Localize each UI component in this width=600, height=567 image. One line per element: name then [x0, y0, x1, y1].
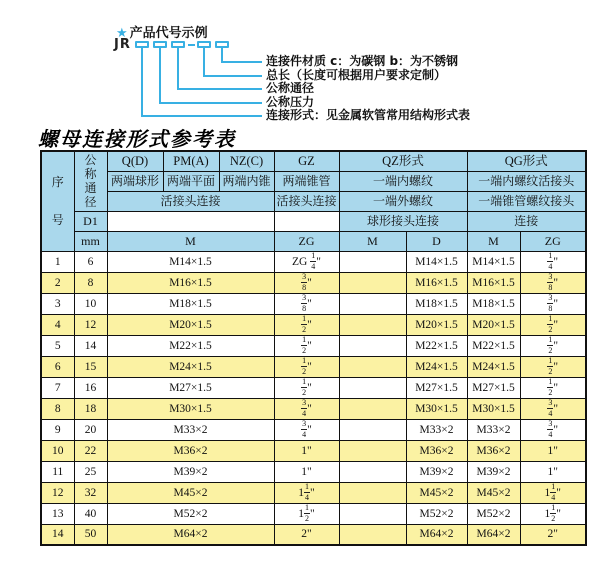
table-row — [41, 314, 586, 335]
cell-union-m: M20×1.5 — [107, 314, 274, 335]
cell-qg-zg: 1" — [520, 440, 586, 461]
table-row — [41, 251, 586, 272]
cell-gz-zg: 1 $\frac{1}{4}$ " — [274, 482, 339, 503]
cell-qz-m — [339, 272, 406, 293]
table-row — [41, 293, 586, 314]
cell-union-m: M33×2 — [107, 419, 274, 440]
table-row — [41, 461, 586, 482]
cell-union-m: M16×1.5 — [107, 272, 274, 293]
header-conn-qz: 一端外螺纹 — [339, 191, 467, 211]
cell-union-m: M27×1.5 — [107, 377, 274, 398]
cell-qz-d: M22×1.5 — [406, 335, 467, 356]
code-box-3 — [171, 41, 185, 48]
cell-union-m: M18×1.5 — [107, 293, 274, 314]
cell-qz-m — [339, 356, 406, 377]
header-unit-zg: ZG — [274, 231, 339, 251]
header-d1: D1 — [74, 211, 107, 231]
cell-gz-zg: $\frac{1}{2}$ " — [274, 314, 339, 335]
header-conn-gz: 活接头连接 — [274, 191, 339, 211]
table-row — [41, 482, 586, 503]
cell-serial: 4 — [41, 314, 74, 335]
code-box-1 — [135, 41, 149, 48]
code-box-2 — [153, 41, 167, 48]
cell-gz-zg: $\frac{1}{2}$ " — [274, 356, 339, 377]
cell-qg-m: M16×1.5 — [467, 272, 520, 293]
cell-qg-m: M18×1.5 — [467, 293, 520, 314]
cell-gz-zg: 1" — [274, 440, 339, 461]
cell-dn-mm: 20 — [74, 419, 107, 440]
cell-qz-m — [339, 482, 406, 503]
cell-union-m: M30×1.5 — [107, 398, 274, 419]
leader-line — [141, 115, 262, 117]
label-diameter: 公称通径 — [266, 81, 315, 95]
cell-qz-m — [339, 524, 406, 545]
cell-dn-mm: 40 — [74, 503, 107, 524]
product-code-heading-text: 产品代号示例 — [129, 26, 208, 41]
header-type-q: 两端球形 — [107, 171, 163, 191]
cell-qg-zg: $\frac{1}{2}$ " — [520, 377, 586, 398]
header-conn2-qz: 球形接头连接 — [339, 211, 467, 231]
cell-dn-mm: 50 — [74, 524, 107, 545]
cell-union-m: M36×2 — [107, 440, 274, 461]
cell-union-m: M52×2 — [107, 503, 274, 524]
cell-qg-m: M27×1.5 — [467, 377, 520, 398]
cell-gz-zg: $\frac{3}{4}$ " — [274, 398, 339, 419]
cell-dn-mm: 18 — [74, 398, 107, 419]
cell-serial: 5 — [41, 335, 74, 356]
cell-qz-d: M64×2 — [406, 524, 467, 545]
code-box-4 — [197, 41, 211, 48]
nut-connection-table — [40, 150, 587, 546]
cell-qg-m: M39×2 — [467, 461, 520, 482]
header-code-pm: PM(A) — [163, 151, 219, 171]
cell-serial: 14 — [41, 524, 74, 545]
cell-qg-m: M33×2 — [467, 419, 520, 440]
cell-dn-mm: 16 — [74, 377, 107, 398]
table-row — [41, 398, 586, 419]
table-body — [41, 251, 586, 545]
label-length: 总长（长度可根据用户要求定制） — [266, 68, 447, 82]
cell-dn-mm: 15 — [74, 356, 107, 377]
cell-dn-mm: 22 — [74, 440, 107, 461]
cell-qg-zg: $\frac{1}{2}$ " — [520, 335, 586, 356]
cell-qz-m — [339, 314, 406, 335]
table-row — [41, 377, 586, 398]
cell-qz-d: M39×2 — [406, 461, 467, 482]
cell-qz-m — [339, 377, 406, 398]
cell-qg-m: M64×2 — [467, 524, 520, 545]
cell-union-m: M24×1.5 — [107, 356, 274, 377]
code-prefix: JR — [114, 37, 131, 52]
cell-qz-m — [339, 251, 406, 272]
leader-line — [177, 48, 179, 90]
cell-gz-zg: $\frac{1}{2}$ " — [274, 377, 339, 398]
cell-union-m: M22×1.5 — [107, 335, 274, 356]
cell-qz-d: M27×1.5 — [406, 377, 467, 398]
cell-qz-d: M52×2 — [406, 503, 467, 524]
cell-gz-zg: $\frac{3}{4}$ " — [274, 419, 339, 440]
header-blank-union — [107, 211, 274, 231]
cell-qg-zg: 1" — [520, 461, 586, 482]
cell-qz-m — [339, 398, 406, 419]
cell-qg-zg: $\frac{1}{2}$ " — [520, 314, 586, 335]
cell-dn-mm: 6 — [74, 251, 107, 272]
cell-union-m: M39×2 — [107, 461, 274, 482]
cell-gz-zg: $\frac{1}{2}$ " — [274, 335, 339, 356]
header-unit-qz-m: M — [339, 231, 406, 251]
header-unit-m: M — [107, 231, 274, 251]
header-type-pm: 两端平面 — [163, 171, 219, 191]
header-unit-qg-zg: ZG — [520, 231, 586, 251]
cell-qz-d: M24×1.5 — [406, 356, 467, 377]
cell-qg-zg: $\frac{3}{4}$ " — [520, 419, 586, 440]
cell-qg-zg: 1 $\frac{1}{4}$ " — [520, 482, 586, 503]
header-conn2-qg: 连接 — [467, 211, 586, 231]
header-serial: 序号 — [41, 151, 74, 251]
cell-serial: 10 — [41, 440, 74, 461]
cell-qg-m: M24×1.5 — [467, 356, 520, 377]
cell-qg-m: M20×1.5 — [467, 314, 520, 335]
header-unit-qz-d: D — [406, 231, 467, 251]
cell-qz-m — [339, 293, 406, 314]
cell-qz-d: M18×1.5 — [406, 293, 467, 314]
table-row — [41, 335, 586, 356]
table-row — [41, 272, 586, 293]
cell-dn-mm: 25 — [74, 461, 107, 482]
table-row — [41, 524, 586, 545]
table-row — [41, 356, 586, 377]
header-type-qg: 一端内螺纹活接头 — [467, 171, 586, 191]
leader-line — [159, 102, 262, 104]
code-dash — [188, 44, 195, 46]
cell-serial: 9 — [41, 419, 74, 440]
cell-qg-zg: $\frac{3}{8}$ " — [520, 293, 586, 314]
cell-gz-zg: ZG $\frac{1}{4}$ " — [274, 251, 339, 272]
cell-qz-m — [339, 440, 406, 461]
cell-qg-m: M45×2 — [467, 482, 520, 503]
header-code-q: Q(D) — [107, 151, 163, 171]
header-type-nz: 两端内锥 — [219, 171, 274, 191]
header-type-qz: 一端内螺纹 — [339, 171, 467, 191]
cell-serial: 2 — [41, 272, 74, 293]
header-nominal-diameter: 公称通径 — [74, 151, 107, 211]
cell-serial: 13 — [41, 503, 74, 524]
cell-qz-m — [339, 503, 406, 524]
header-blank-gz — [274, 211, 339, 231]
cell-qg-zg: $\frac{1}{4}$ " — [520, 251, 586, 272]
leader-line — [177, 88, 262, 90]
cell-qz-d: M33×2 — [406, 419, 467, 440]
table-title: 螺母连接形式参考表 — [38, 129, 236, 151]
cell-union-m: M14×1.5 — [107, 251, 274, 272]
star-icon: ★ — [116, 26, 128, 41]
cell-serial: 12 — [41, 482, 74, 503]
cell-serial: 11 — [41, 461, 74, 482]
table-row — [41, 440, 586, 461]
header-code-qg: QG形式 — [467, 151, 586, 171]
cell-qz-d: M36×2 — [406, 440, 467, 461]
cell-gz-zg: $\frac{3}{8}$ " — [274, 293, 339, 314]
cell-qg-zg: $\frac{1}{2}$ " — [520, 356, 586, 377]
cell-union-m: M64×2 — [107, 524, 274, 545]
cell-qg-zg: 2" — [520, 524, 586, 545]
cell-qz-m — [339, 461, 406, 482]
leader-line — [141, 48, 143, 117]
header-code-gz: GZ — [274, 151, 339, 171]
cell-serial: 7 — [41, 377, 74, 398]
cell-qg-m: M36×2 — [467, 440, 520, 461]
cell-qg-m: M22×1.5 — [467, 335, 520, 356]
table-header — [41, 151, 586, 251]
cell-dn-mm: 8 — [74, 272, 107, 293]
header-conn-qg: 一端锥管螺纹接头 — [467, 191, 586, 211]
label-pressure: 公称压力 — [266, 95, 315, 109]
code-box-5 — [215, 41, 229, 48]
cell-qg-m: M30×1.5 — [467, 398, 520, 419]
table-row — [41, 503, 586, 524]
cell-qz-d: M20×1.5 — [406, 314, 467, 335]
cell-qz-d: M14×1.5 — [406, 251, 467, 272]
cell-qz-d: M16×1.5 — [406, 272, 467, 293]
leader-line — [203, 75, 262, 77]
cell-qz-m — [339, 419, 406, 440]
cell-serial: 8 — [41, 398, 74, 419]
label-material: 连接件材质 c：为碳钢 b：为不锈钢 — [266, 54, 459, 68]
cell-qz-m — [339, 335, 406, 356]
header-code-nz: NZ(C) — [219, 151, 274, 171]
cell-serial: 3 — [41, 293, 74, 314]
cell-qg-zg: $\frac{3}{8}$ " — [520, 272, 586, 293]
cell-qz-d: M30×1.5 — [406, 398, 467, 419]
header-type-gz: 两端锥管 — [274, 171, 339, 191]
cell-dn-mm: 14 — [74, 335, 107, 356]
leader-line — [221, 61, 262, 63]
header-mm: mm — [74, 231, 107, 251]
header-unit-qg-m: M — [467, 231, 520, 251]
leader-line — [203, 48, 205, 77]
cell-gz-zg: 1 $\frac{1}{2}$ " — [274, 503, 339, 524]
label-conn-form: 连接形式：见金属软管常用结构形式表 — [266, 108, 471, 122]
leader-line — [159, 48, 161, 104]
cell-qg-m: M52×2 — [467, 503, 520, 524]
cell-serial: 6 — [41, 356, 74, 377]
cell-gz-zg: $\frac{3}{8}$ " — [274, 272, 339, 293]
cell-qz-d: M45×2 — [406, 482, 467, 503]
cell-qg-m: M14×1.5 — [467, 251, 520, 272]
cell-gz-zg: 1" — [274, 461, 339, 482]
cell-qg-zg: $\frac{3}{4}$ " — [520, 398, 586, 419]
cell-dn-mm: 12 — [74, 314, 107, 335]
cell-dn-mm: 10 — [74, 293, 107, 314]
cell-qg-zg: 1 $\frac{1}{2}$ " — [520, 503, 586, 524]
cell-union-m: M45×2 — [107, 482, 274, 503]
header-conn-union: 活接头连接 — [107, 191, 274, 211]
header-code-qz: QZ形式 — [339, 151, 467, 171]
cell-dn-mm: 32 — [74, 482, 107, 503]
cell-serial: 1 — [41, 251, 74, 272]
table-row — [41, 419, 586, 440]
cell-gz-zg: 2" — [274, 524, 339, 545]
